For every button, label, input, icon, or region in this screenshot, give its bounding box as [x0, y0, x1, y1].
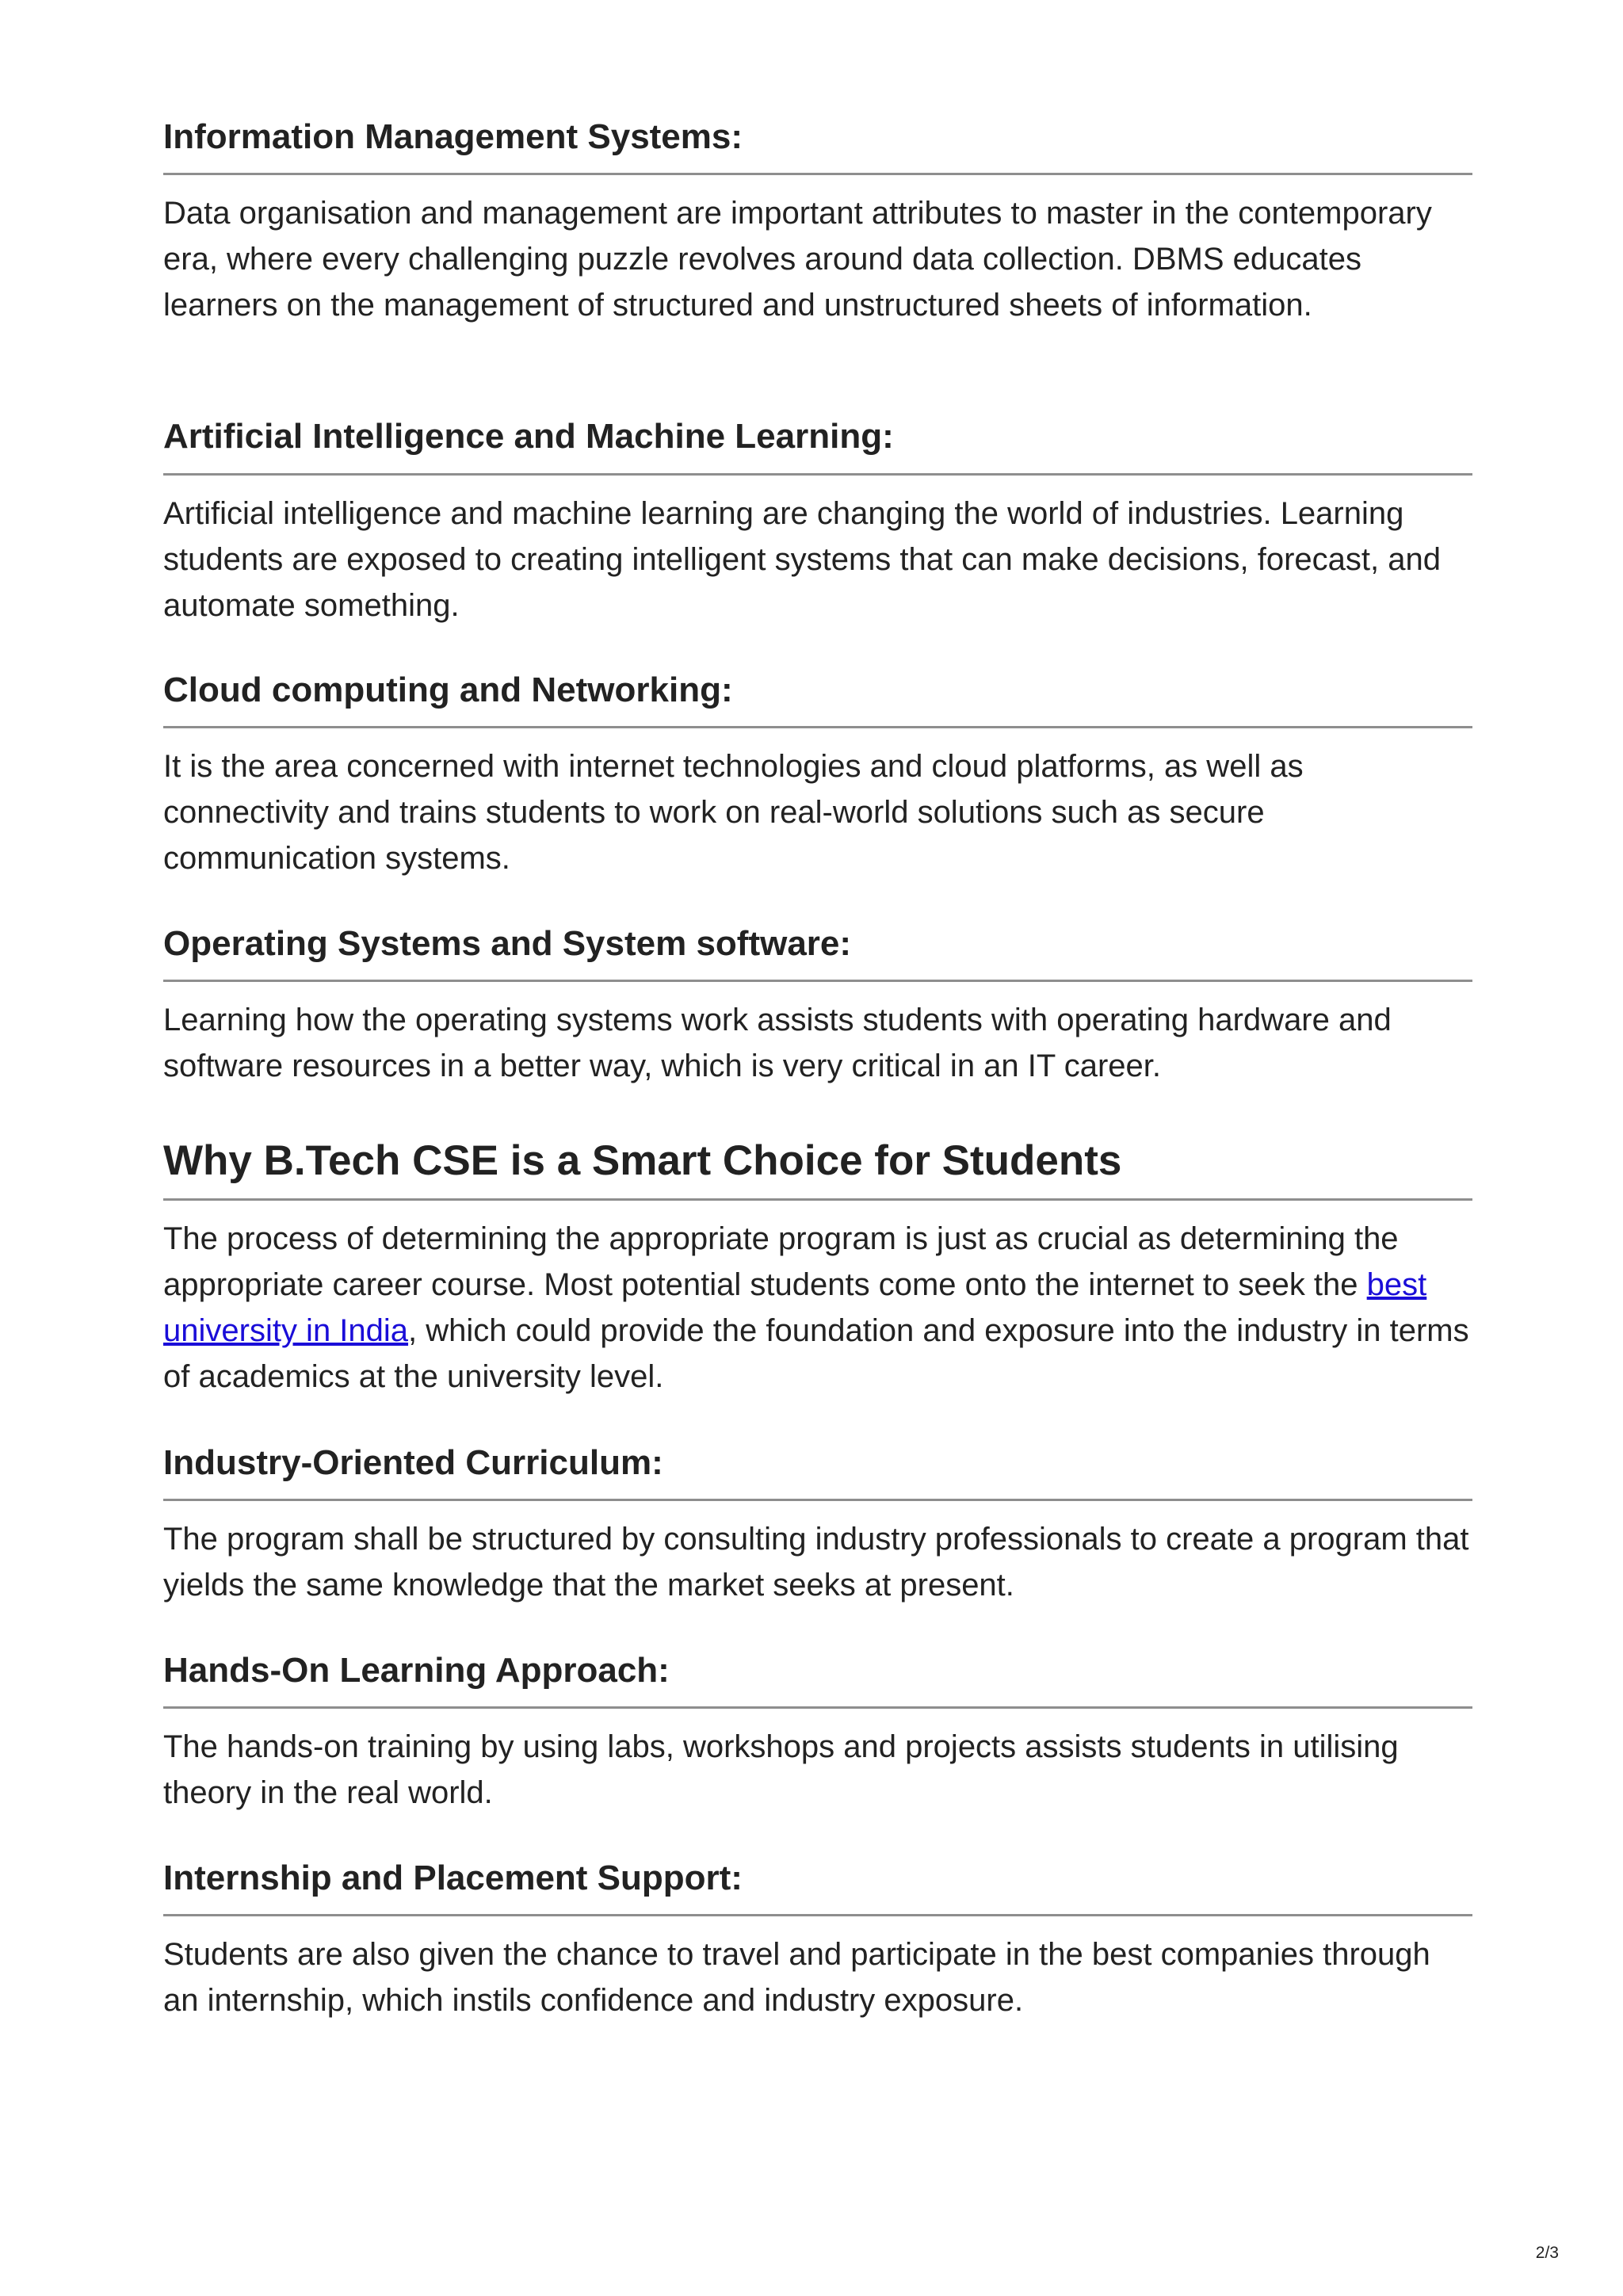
paragraph-why-btech-cse — [163, 1216, 1472, 1400]
heading-underline — [163, 1706, 1472, 1709]
heading-hands-on-learning: Hands-On Learning Approach: — [163, 1651, 670, 1690]
paragraph-text-after-link: , which could provide the foundation and exposure into the industry in terms of academics at the university level. — [163, 1313, 1469, 1394]
heading-underline — [163, 1499, 1472, 1501]
paragraph-information-management-systems: Data organisation and management are important attributes to master in the contemporary era, where every challenging puzzle revolves around data collection. DBMS educates learners on the management of structured and unstructured sheets of information. — [163, 196, 1432, 323]
heading-underline — [163, 173, 1472, 175]
heading-underline — [163, 1914, 1472, 1916]
paragraph-hands-on-learning: The hands-on training by using labs, workshops and projects assists students in utilising theory in the real world. — [163, 1729, 1399, 1810]
paragraph-industry-oriented-curriculum: The program shall be structured by consulting industry professionals to create a program that yields the same knowledge that the market seeks at present. — [163, 1522, 1469, 1603]
heading-underline — [163, 473, 1472, 476]
heading-operating-systems: Operating Systems and System software: — [163, 924, 852, 963]
paragraph-cloud-computing-networking: It is the area concerned with internet technologies and cloud platforms, as well as connectivity and trains students to work on real-world solutions such as secure communication systems. — [163, 749, 1304, 876]
paragraph-internship-placement: Students are also given the chance to travel and participate in the best companies through an internship, which instils confidence and industry exposure. — [163, 1937, 1430, 2018]
best-university-link[interactable]: best university in India — [163, 1267, 1427, 1348]
paragraph-text-before-link: The process of determining the appropriate program is just as crucial as determining the appropriate career course. Most potential students come onto the internet to seek the — [163, 1221, 1399, 1302]
page-number: 2/3 — [1535, 2244, 1559, 2262]
heading-cloud-computing-networking: Cloud computing and Networking: — [163, 670, 733, 709]
heading-internship-placement: Internship and Placement Support: — [163, 1859, 743, 1897]
heading-industry-oriented-curriculum: Industry-Oriented Curriculum: — [163, 1443, 663, 1482]
heading-underline — [163, 980, 1472, 982]
paragraph-operating-systems: Learning how the operating systems work assists students with operating hardware and software resources in a better way, which is very critical in an IT career. — [163, 1003, 1392, 1083]
heading-underline — [163, 1198, 1472, 1201]
heading-information-management-systems: Information Management Systems: — [163, 117, 743, 156]
heading-why-btech-cse: Why B.Tech CSE is a Smart Choice for Students — [163, 1137, 1122, 1184]
heading-underline — [163, 726, 1472, 728]
paragraph-ai-ml: Artificial intelligence and machine learning are changing the world of industries. Learning students are exposed to creating intelligent systems that can make decisions, forecast, and automate something. — [163, 496, 1441, 623]
heading-ai-ml: Artificial Intelligence and Machine Learning: — [163, 417, 894, 456]
